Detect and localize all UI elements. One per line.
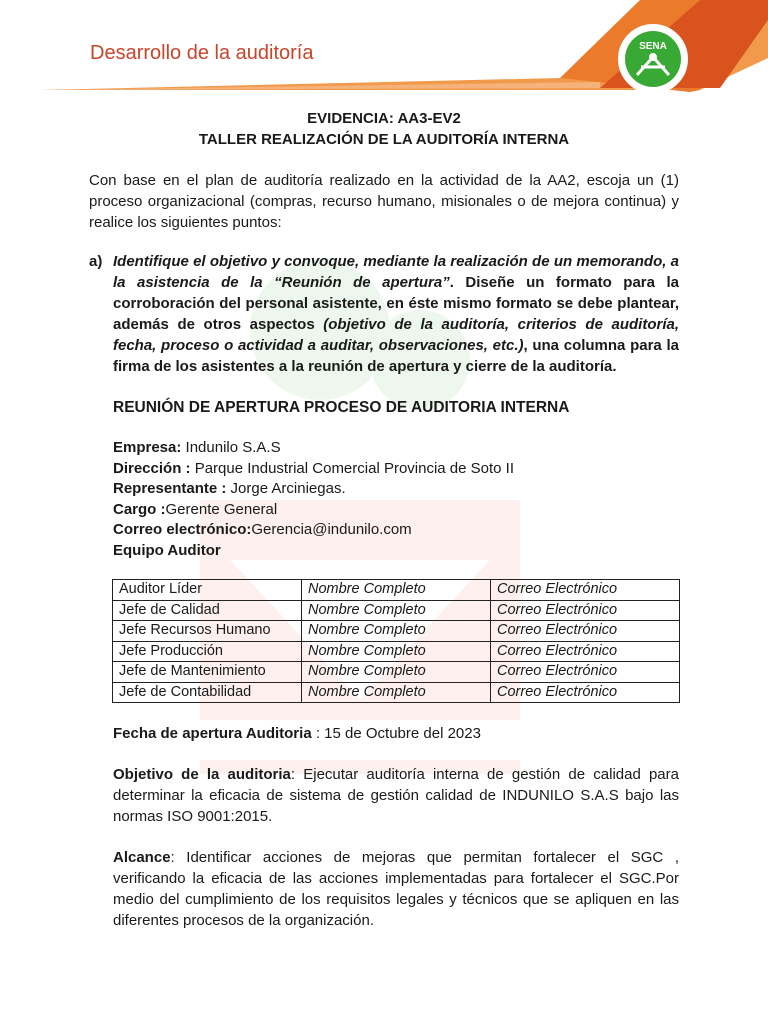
intro-paragraph: Con base en el plan de auditoría realizado en la actividad de la AA2, escoja un (1) proceso organizacional (compras, recurso humano, misionales o de mejora continua) y realice los siguientes puntos: bbox=[89, 172, 679, 231]
role-cell: Jefe Producción bbox=[113, 641, 302, 662]
role-cell: Jefe de Calidad bbox=[113, 600, 302, 621]
correo-label: Correo electrónico: bbox=[113, 521, 252, 538]
name-cell: Nombre Completo bbox=[302, 621, 491, 642]
objetivo-value: : Ejecutar auditoría interna de gestión de calidad para determinar la eficacia de sistema de gestión calidad de INDUNILO S.A.S bajo las normas ISO 9001:2015. bbox=[113, 766, 679, 825]
company-info bbox=[113, 438, 679, 561]
item-a-text-2: , una columna para la firma de los asistentes a la reunión de apertura y cierre de la auditoría. bbox=[113, 337, 679, 375]
alcance-paragraph bbox=[113, 847, 679, 931]
fecha-line bbox=[113, 723, 679, 744]
direccion-label: Dirección : bbox=[113, 459, 191, 477]
table-row bbox=[113, 641, 680, 662]
item-a-marker: a) bbox=[89, 253, 103, 270]
sena-logo bbox=[618, 24, 688, 94]
logo-text: SENA bbox=[639, 41, 667, 52]
representante-line bbox=[113, 479, 679, 500]
role-cell: Jefe de Contabilidad bbox=[113, 682, 302, 703]
header-title: Desarrollo de la auditoría bbox=[90, 42, 314, 64]
table-row bbox=[113, 662, 680, 683]
table-row bbox=[113, 621, 680, 642]
role-cell: Auditor Líder bbox=[113, 580, 302, 601]
email-cell: Correo Electrónico bbox=[491, 641, 680, 662]
fecha-value: : 15 de Octubre del 2023 bbox=[311, 725, 481, 742]
item-a-italic-1: Identifique el objetivo y convoque, mediante la realización de un memorando, a la asistencia de la “Reunión de apertura” bbox=[113, 253, 679, 291]
empresa-line bbox=[113, 438, 679, 459]
name-cell: Nombre Completo bbox=[302, 600, 491, 621]
correo-value: Gerencia@indunilo.com bbox=[251, 521, 412, 538]
item-a bbox=[89, 251, 679, 377]
evidence-title: EVIDENCIA: AA3-EV2 bbox=[307, 110, 461, 127]
email-cell: Correo Electrónico bbox=[491, 580, 680, 601]
empresa-label: Empresa: bbox=[113, 439, 182, 456]
objetivo-paragraph bbox=[113, 764, 679, 827]
item-a-text-1: . Diseñe un formato para la corroboración del personal asistente, en éste mismo formato se debe plantear, además de otros aspectos bbox=[113, 274, 679, 333]
email-cell: Correo Electrónico bbox=[491, 621, 680, 642]
cargo-label: Cargo : bbox=[113, 500, 166, 518]
role-cell: Jefe Recursos Humano bbox=[113, 621, 302, 642]
representante-value: Jorge Arciniegas. bbox=[226, 480, 346, 497]
direccion-line bbox=[113, 459, 679, 480]
name-cell: Nombre Completo bbox=[302, 580, 491, 601]
objetivo-label: Objetivo de la auditoria bbox=[113, 766, 291, 783]
name-cell: Nombre Completo bbox=[302, 682, 491, 703]
fecha-label: Fecha de apertura Auditoria bbox=[113, 725, 312, 742]
correo-line bbox=[113, 520, 679, 541]
table-row bbox=[113, 682, 680, 703]
document-body bbox=[89, 108, 679, 931]
section-title: REUNIÓN DE APERTURA PROCESO DE AUDITORIA INTERNA bbox=[113, 399, 570, 416]
name-cell: Nombre Completo bbox=[302, 641, 491, 662]
role-cell: Jefe de Mantenimiento bbox=[113, 662, 302, 683]
document-title: TALLER REALIZACIÓN DE LA AUDITORÍA INTERNA bbox=[198, 131, 570, 148]
alcance-value: : Identificar acciones de mejoras que permitan fortalecer el SGC , verificando la eficacia de las acciones implementadas para fortalecer el SGC.Por medio del cumplimiento de los requisitos legales y técnicos que se apliquen en las diferentes procesos de la organización. bbox=[113, 849, 679, 929]
table-row bbox=[113, 580, 680, 601]
equipo-label: Equipo Auditor bbox=[113, 541, 221, 559]
alcance-label: Alcance bbox=[113, 849, 171, 866]
auditor-team-table bbox=[112, 579, 680, 703]
name-cell: Nombre Completo bbox=[302, 662, 491, 683]
representante-label: Representante : bbox=[113, 480, 227, 497]
email-cell: Correo Electrónico bbox=[491, 600, 680, 621]
cargo-value: Gerente General bbox=[165, 500, 278, 518]
item-a-italic-2: (objetivo de la auditoría, criterios de auditoría, fecha, proceso o actividad a auditar, observaciones, etc.) bbox=[113, 316, 680, 354]
direccion-value: Parque Industrial Comercial Provincia de Soto II bbox=[190, 459, 515, 477]
email-cell: Correo Electrónico bbox=[491, 662, 680, 683]
empresa-value: Indunilo S.A.S bbox=[181, 439, 281, 456]
cargo-line bbox=[113, 500, 679, 521]
table-row bbox=[113, 600, 680, 621]
email-cell: Correo Electrónico bbox=[491, 682, 680, 703]
